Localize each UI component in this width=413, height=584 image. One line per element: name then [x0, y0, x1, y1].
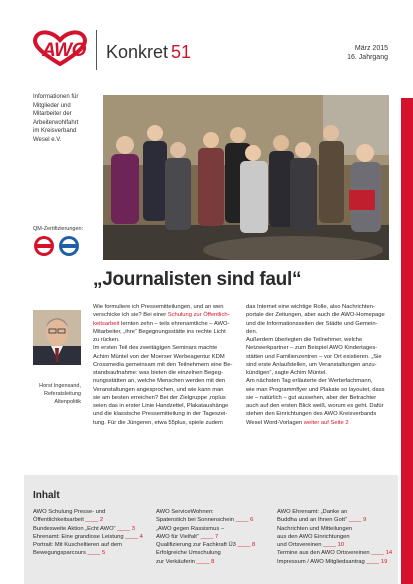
toc-entry-page: ____ 3	[115, 525, 135, 532]
toc-entry[interactable]	[33, 533, 143, 541]
toc-entry[interactable]	[277, 533, 390, 541]
continued-link[interactable]: weiter auf Seite 2	[302, 419, 349, 426]
toc-entry[interactable]	[33, 541, 143, 549]
toc-entry-title: Bewegungsparcours	[33, 550, 86, 557]
article-line: Am nächsten Tag erläuterte der Werbefachmann,	[246, 378, 373, 385]
toc-entry[interactable]	[277, 516, 390, 524]
toc-entry-title: AWO Ehrenamt: „Danke an	[277, 509, 348, 515]
toc-entry[interactable]	[156, 533, 266, 541]
toc-entry-title: Qualifizierung zur Fachkraft Ü3	[156, 542, 236, 548]
article-line: sie – natürlich – gut aussehen, aber der Betrachter	[246, 394, 377, 401]
toc-entry[interactable]	[277, 525, 390, 533]
org-info-line: Wesel e.V.	[33, 136, 62, 143]
article-line: sind erste Anlaufstellen, um Veranstaltungen anzu-	[246, 361, 377, 368]
toc-entry-title: Spatenstich bei Sonnenschein	[156, 517, 234, 524]
awo-logo-text: AWO	[42, 40, 86, 61]
qm-label: QM-Zertifizierungen:	[33, 226, 84, 232]
org-info-line: Arbeiterwohlfahrt	[33, 119, 79, 126]
toc-column-1	[33, 508, 143, 558]
article-line: stätten und Familienzentren – vor Ort existieren. „Sie	[246, 353, 382, 360]
article-line: verschicke ich sie? Bei einer Schulung zur Öffentlich-	[93, 312, 230, 319]
toc-entry-title: Ehrenamt: Eine grandiose Leistung	[33, 533, 124, 540]
article-line: Wesel Word-Vorlagen weiter auf Seite 2	[246, 419, 349, 426]
org-info-line: Mitarbeiter der	[33, 111, 72, 117]
toc-entry-title: Termine aus den AWO Ortsvereinen	[277, 550, 370, 557]
toc-entry-page: ____ 4	[123, 533, 143, 540]
article-line: Außerdem überlegten die Teilnehmer, welche	[246, 337, 363, 343]
toc-entry[interactable]	[156, 549, 266, 557]
toc-entry-title: Impressum / AWO Mitgliedsantrag	[277, 558, 365, 565]
article-column-1	[93, 303, 239, 427]
author-portrait	[33, 310, 81, 365]
org-info-line: Informationen für	[33, 94, 79, 100]
training-link[interactable]: keitsarbeit	[93, 320, 120, 327]
toc-entry-title: Portrait: Mit Kuscheltieren auf dem	[33, 542, 122, 548]
toc-entry-title: Bundesweite Aktion „Echt AWO“	[33, 525, 116, 532]
toc-entry-title: AWO ServiceWohnen:	[156, 509, 214, 515]
article-line: sie am besten erreichen? Bei der Zielgruppe ‚roplus	[93, 394, 226, 401]
org-info-line: im Kreisverband	[33, 128, 77, 134]
toc-entry[interactable]	[156, 508, 266, 516]
article-line: keitsarbeit lernten zehn – teils ehrenamtliche – AWO-	[93, 320, 230, 327]
toc-entry[interactable]	[33, 525, 143, 533]
toc-entry-page: ____ 10	[321, 542, 345, 548]
article-line: Wie formuliere ich Pressemitteilungen, und an wen	[93, 304, 224, 310]
toc-title: Inhalt	[33, 490, 60, 501]
qm-certification-badges	[33, 234, 93, 258]
issue-volume: 16. Jahrgang	[347, 54, 388, 61]
org-info	[33, 93, 99, 144]
article-line: Im ersten Teil des zweitägigen Seminars machte	[93, 345, 218, 352]
training-link[interactable]: Schulung zur Öffentlich-	[167, 312, 230, 319]
caption-line: Horst Ingensand,	[39, 383, 81, 389]
toc-entry-title: Buddha und an Ihnen Gott“	[277, 517, 347, 524]
toc-entry[interactable]	[33, 549, 143, 557]
article-line: und die Informationsseiten der Städte und Gemein-	[246, 320, 378, 327]
toc-entry[interactable]	[156, 541, 266, 549]
toc-entry-title: aus den AWO Einrichtungen	[277, 533, 350, 540]
article-line: das Internet eine wichtige Rolle, also Nachrichten-	[246, 304, 375, 310]
toc-column-3	[277, 508, 393, 566]
toc-entry-page: ____ 2	[83, 517, 104, 524]
portrait-caption	[20, 382, 81, 406]
article-line: kündigen“, sagte Achim Müntel.	[246, 370, 327, 376]
article-line: tung. Für die Jüngeren, etwa 55plus, spiele zudem	[93, 419, 223, 426]
toc-entry-title: AWO Schulung Presse- und	[33, 509, 106, 515]
article-line: wie man Programmflyer und Plakate so layoutet, dass	[246, 386, 385, 393]
toc-column-2	[156, 508, 266, 566]
publication-title: Konkret	[106, 42, 169, 62]
toc-entry-title: Öffentlichkeitsarbeit	[33, 517, 84, 524]
header-divider	[96, 30, 97, 70]
toc-entry[interactable]	[277, 549, 393, 557]
toc-entry-title: zur Verkäuferin	[156, 558, 195, 565]
article-line: Crossmedia gemeinsam mit den Teilnehmern eine Be-	[93, 361, 233, 368]
article-line: Mitarbeiter, „ihre“ Begegnungsstätte ins rechte Licht	[93, 328, 226, 335]
article-line: Netzwerkpartner – zum Beispiel AWO Kindertages-	[246, 345, 378, 352]
caption-line: Altenpolitik	[54, 399, 81, 405]
accent-bar	[401, 98, 413, 584]
article-column-2	[246, 303, 391, 427]
article-line: nungsstätten an, welche Menschen werden mit den	[93, 378, 226, 385]
toc-entry[interactable]	[33, 508, 143, 516]
toc-entry-page: ____ 9	[346, 517, 367, 524]
issue-number: 51	[171, 42, 192, 62]
toc-entry-page: ____ 19	[364, 558, 388, 565]
article-line: den.	[246, 328, 258, 335]
article-headline: „Journalisten sind faul“	[93, 269, 302, 290]
toc-entry-page: ____ 8	[235, 542, 256, 548]
org-info-line: Mitglieder und	[33, 102, 71, 109]
group-photo	[103, 95, 389, 260]
toc-entry-page: ____ 5	[85, 550, 106, 557]
toc-entry[interactable]	[33, 516, 143, 524]
toc-entry-page: ____ 14	[369, 550, 393, 557]
issue-month: März 2015	[354, 45, 388, 52]
toc-entry-title: „AWO gegen Rassismus –	[156, 525, 225, 532]
article-line: seien das in erster Linie Handzettel, Plakataushänge	[93, 403, 229, 409]
article-line: Achim Müntel von der Moerser Werbeagentur KDM	[93, 353, 225, 360]
issue-date	[347, 44, 388, 62]
toc-entry-page: ____ 8	[195, 558, 215, 565]
article-line: portale der Zeitungen, aber auch die AWO-Homepage	[246, 312, 385, 319]
article-line: Veranstaltungen angesprochen, und wie kann man	[93, 386, 224, 393]
toc-entry-title: AWO für Vielfalt“	[156, 533, 199, 540]
toc-entry[interactable]	[277, 508, 390, 516]
toc-entry[interactable]	[156, 525, 266, 533]
toc-entry-title: Erfolgreiche Umschulung	[156, 550, 221, 557]
article-line: auch auf den ersten Blick weiß, worum es geht. Dafür	[246, 403, 384, 409]
toc-entry[interactable]	[156, 558, 266, 566]
toc-entry-title: Nachrichten und Mitteilungen	[277, 525, 353, 532]
toc-entry-page: ____ 6	[234, 517, 254, 524]
article-line: standsaufnahme: was bieten die einzelnen Begeg-	[93, 370, 223, 376]
toc-entry-title: und Ortsvereinen	[277, 542, 322, 548]
toc-entry[interactable]	[277, 558, 390, 566]
article-line: und die klassische Pressemitteilung in der Tageszei-	[93, 411, 228, 418]
toc-entry[interactable]	[156, 516, 266, 524]
toc-entry-page: ____ 7	[198, 533, 219, 540]
article-line: zu rücken.	[93, 337, 120, 343]
caption-line: Referatsleitung	[44, 391, 81, 397]
toc-entry[interactable]	[277, 541, 390, 549]
article-line: stehen den Einrichtungen des AWO Kreisverbands	[246, 411, 377, 418]
